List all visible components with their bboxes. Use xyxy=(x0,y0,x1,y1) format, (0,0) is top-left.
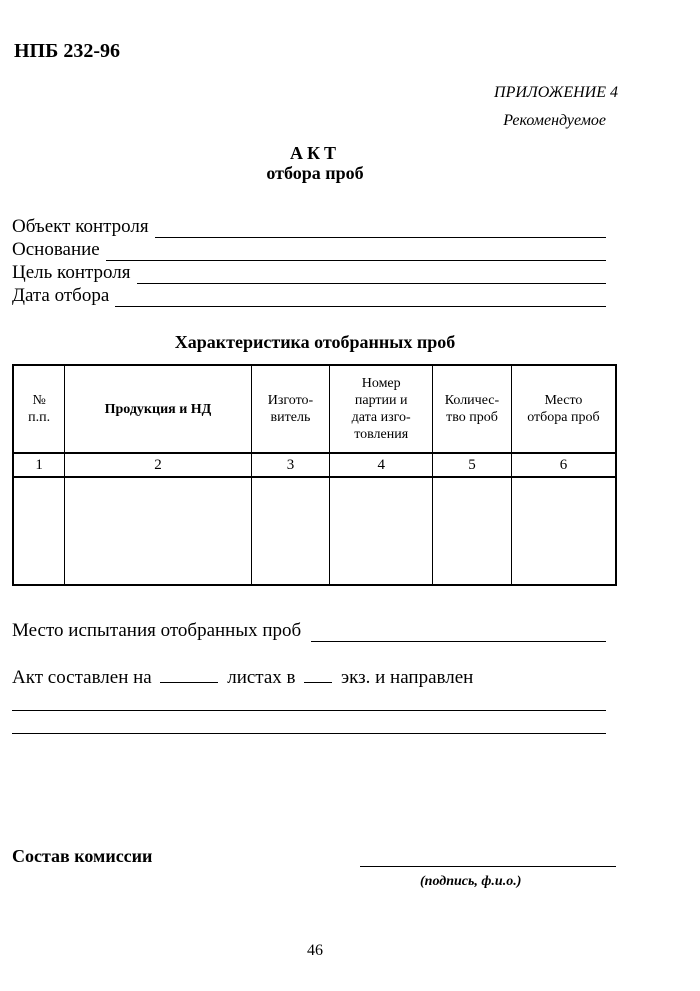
recipient-blank-line-1 xyxy=(12,710,606,711)
column-number: 4 xyxy=(330,453,433,477)
table-header-row xyxy=(13,365,616,453)
copies-blank xyxy=(304,681,332,683)
field-label: Цель контроля xyxy=(12,262,131,283)
act-sheets-line xyxy=(12,667,473,689)
table-cell xyxy=(251,477,330,585)
field-sampling-date xyxy=(12,285,606,307)
test-place-blank xyxy=(311,625,606,642)
act-subtitle: отбора проб xyxy=(266,163,364,183)
test-place-label: Место испытания отобранных проб xyxy=(12,620,302,641)
appendix-label: ПРИЛОЖЕНИЕ 4 xyxy=(494,84,618,101)
table-cell xyxy=(65,477,251,585)
table-cell xyxy=(433,477,512,585)
samples-table xyxy=(12,364,617,586)
col-header-place: Место отбора проб xyxy=(511,365,616,453)
act-title: АКТ xyxy=(289,143,341,163)
field-label: Объект контроля xyxy=(12,216,149,237)
document-code: НПБ 232-96 xyxy=(14,40,120,62)
test-place-row xyxy=(12,620,606,642)
table-cell xyxy=(13,477,65,585)
field-blank-line xyxy=(106,244,606,261)
field-blank-line xyxy=(137,267,607,284)
col-header-number: № п.п. xyxy=(13,365,65,453)
column-number: 5 xyxy=(433,453,512,477)
act-line-part2: листах в xyxy=(227,667,296,688)
col-header-product: Продукция и НД xyxy=(65,365,251,453)
section-heading: Характеристика отобранных проб xyxy=(174,332,456,352)
table-cell xyxy=(511,477,616,585)
appendix-status: Рекомендуемое xyxy=(503,112,606,129)
signature-blank-line xyxy=(360,866,616,867)
column-number: 6 xyxy=(511,453,616,477)
col-header-manufacturer: Изгото- витель xyxy=(251,365,330,453)
field-blank-line xyxy=(115,290,606,307)
signature-caption: (подпись, ф.и.о.) xyxy=(420,874,522,889)
act-line-part3: экз. и направлен xyxy=(341,667,474,688)
field-label: Дата отбора xyxy=(12,285,110,306)
table-number-row xyxy=(13,453,616,477)
field-control-purpose xyxy=(12,262,606,284)
field-blank-line xyxy=(155,221,606,238)
col-header-quantity: Количес- тво проб xyxy=(433,365,512,453)
field-label: Основание xyxy=(12,239,100,260)
table-row xyxy=(13,477,616,585)
col-header-batch: Номер партии и дата изго- товления xyxy=(330,365,433,453)
column-number: 2 xyxy=(65,453,251,477)
column-number: 3 xyxy=(251,453,330,477)
field-control-object xyxy=(12,216,606,238)
recipient-blank-line-2 xyxy=(12,733,606,734)
table-cell xyxy=(330,477,433,585)
column-number: 1 xyxy=(13,453,65,477)
field-basis xyxy=(12,239,606,261)
act-line-part1: Акт составлен на xyxy=(12,667,152,688)
commission-label: Состав комиссии xyxy=(12,846,153,866)
sheets-blank xyxy=(160,681,218,683)
page-number: 46 xyxy=(307,942,323,959)
